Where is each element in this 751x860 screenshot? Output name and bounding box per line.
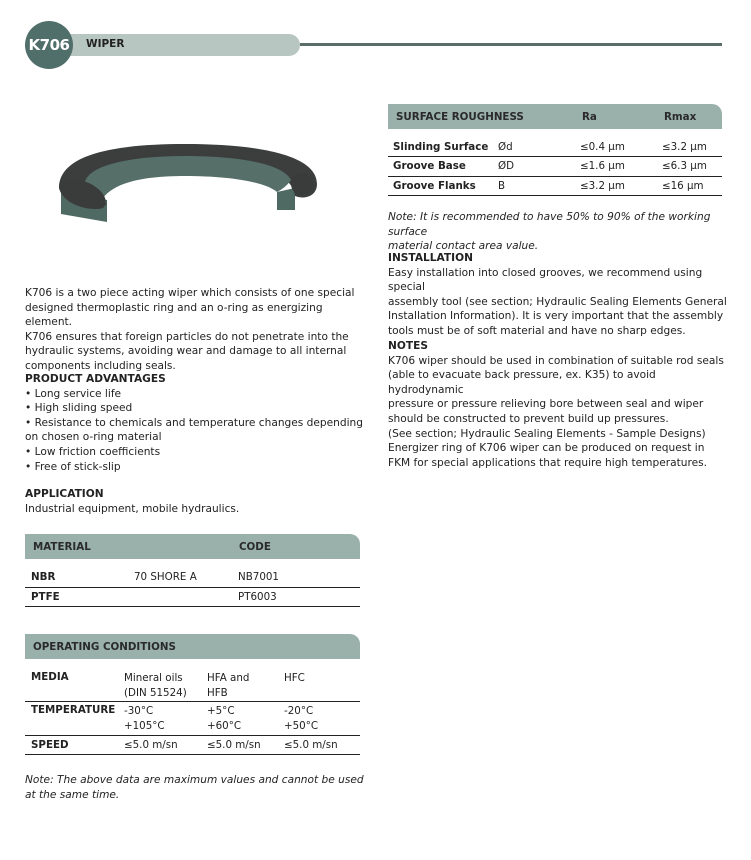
- description-line: hydraulic systems, avoiding wear and damage to all internal: [25, 345, 347, 358]
- material-column-header: MATERIAL: [33, 541, 91, 553]
- installation-section: [388, 251, 733, 339]
- conditions-value-line: Mineral oils: [124, 672, 183, 684]
- application-heading: APPLICATION: [25, 488, 104, 500]
- roughness-rmax: ≤16 µm: [662, 180, 704, 192]
- material-table: [25, 534, 360, 609]
- wiper-seal-ring-illustration-icon: [55, 138, 320, 228]
- installation-heading: INSTALLATION: [388, 252, 473, 264]
- conditions-value-line: +105°C: [124, 719, 165, 732]
- advantages-heading: PRODUCT ADVANTAGES: [25, 373, 166, 385]
- conditions-value: [207, 704, 241, 733]
- conditions-row-media: [25, 669, 360, 702]
- material-row: [25, 588, 360, 607]
- ra-column-header: Ra: [582, 111, 597, 123]
- material-code: NB7001: [238, 571, 279, 583]
- operating-conditions-table: [25, 634, 360, 759]
- material-code: PT6003: [238, 591, 277, 603]
- material-name: NBR: [31, 571, 56, 583]
- notes-line: pressure or pressure relieving bore between seal and wiper: [388, 398, 704, 411]
- roughness-label: Groove Base: [393, 160, 466, 172]
- header-rule: [300, 43, 722, 46]
- roughness-row: [388, 138, 722, 157]
- notes-line: FKM for special applications that require high temperatures.: [388, 456, 707, 469]
- advantage-item: • Low friction coefficients: [25, 445, 161, 458]
- conditions-value-line: +5°C: [207, 705, 235, 717]
- material-table-header: [25, 534, 360, 559]
- advantage-item: • Resistance to chemicals and temperature changes depending: [25, 416, 363, 429]
- advantage-item: on chosen o-ring material: [25, 431, 162, 444]
- conditions-label: TEMPERATURE: [31, 704, 116, 716]
- roughness-ra: ≤0.4 µm: [580, 141, 625, 153]
- conditions-row-speed: [25, 736, 360, 755]
- note-line: material contact area value.: [388, 240, 539, 253]
- description-line: K706 ensures that foreign particles do not penetrate into the: [25, 330, 349, 343]
- material-hardness: 70 SHORE A: [134, 571, 197, 583]
- notes-line: K706 wiper should be used in combination of suitable rod seals: [388, 354, 724, 367]
- conditions-value-line: HFA and: [207, 672, 250, 684]
- advantage-item: • High sliding speed: [25, 402, 133, 415]
- note-line: at the same time.: [25, 788, 120, 801]
- product-code-badge: K706: [25, 21, 73, 69]
- conditions-value: ≤5.0 m/sn: [207, 739, 261, 751]
- notes-heading: NOTES: [388, 340, 428, 352]
- roughness-rmax: ≤6.3 µm: [662, 160, 707, 172]
- material-name: PTFE: [31, 591, 60, 603]
- conditions-value: [124, 704, 165, 733]
- roughness-label: Slinding Surface: [393, 141, 489, 153]
- surface-roughness-table: [388, 104, 722, 196]
- surface-roughness-title: SURFACE ROUGHNESS: [396, 111, 524, 123]
- application-section: [25, 487, 365, 516]
- rmax-column-header: Rmax: [664, 111, 697, 123]
- conditions-value: [124, 671, 187, 700]
- roughness-symbol: ØD: [498, 160, 515, 172]
- description-line: K706 is a two piece acting wiper which consists of one special: [25, 287, 355, 299]
- conditions-value: ≤5.0 m/sn: [284, 739, 338, 751]
- advantage-item: • Long service life: [25, 387, 122, 400]
- conditions-value: [284, 704, 318, 733]
- roughness-symbol: B: [498, 180, 506, 192]
- code-column-header: CODE: [239, 541, 271, 553]
- material-row: [25, 568, 360, 588]
- conditions-value-line: HFB: [207, 686, 228, 699]
- conditions-label: MEDIA: [31, 671, 69, 683]
- roughness-ra: ≤1.6 µm: [580, 160, 625, 172]
- description-line: components including seals.: [25, 359, 176, 372]
- conditions-value: [207, 671, 249, 700]
- conditions-value-line: -30°C: [124, 705, 154, 717]
- conditions-value-line: +50°C: [284, 719, 319, 732]
- installation-line: Easy installation into closed grooves, we recommend using special: [388, 266, 703, 294]
- conditions-row-temperature: [25, 702, 360, 736]
- notes-section: [388, 339, 733, 470]
- operating-conditions-title: OPERATING CONDITIONS: [33, 641, 176, 653]
- conditions-value-line: -20°C: [284, 705, 314, 717]
- conditions-value-line: (DIN 51524): [124, 686, 187, 699]
- application-text: Industrial equipment, mobile hydraulics.: [25, 502, 240, 515]
- notes-line: (See section; Hydraulic Sealing Elements - Sample Designs): [388, 427, 706, 440]
- notes-line: should be constructed to prevent build up pressures.: [388, 412, 669, 425]
- installation-line: Installation Information). It is very important that the assembly: [388, 310, 724, 323]
- product-title: WIPER: [86, 38, 125, 50]
- operating-conditions-header: [25, 634, 360, 659]
- surface-roughness-header: [388, 104, 722, 129]
- roughness-symbol: Ød: [498, 141, 513, 153]
- description-line: designed thermoplastic ring and an o-ring as energizing element.: [25, 301, 323, 329]
- roughness-row: [388, 177, 722, 196]
- conditions-value: [284, 671, 305, 686]
- product-description: [25, 286, 365, 374]
- product-advantages-section: [25, 372, 365, 474]
- notes-line: Energizer ring of K706 wiper can be produced on request in: [388, 442, 705, 455]
- roughness-rmax: ≤3.2 µm: [662, 141, 707, 153]
- notes-line: (able to evacuate back pressure, ex. K35) to avoid hydrodynamic: [388, 369, 656, 396]
- conditions-label: SPEED: [31, 739, 69, 751]
- operating-conditions-note: [25, 773, 365, 802]
- roughness-row: [388, 157, 722, 177]
- roughness-label: Groove Flanks: [393, 180, 476, 192]
- conditions-value-line: HFC: [284, 672, 305, 684]
- advantage-item: • Free of stick-slip: [25, 460, 121, 473]
- installation-line: tools must be of soft material and have no sharp edges.: [388, 324, 686, 337]
- conditions-value-line: +60°C: [207, 719, 242, 732]
- roughness-ra: ≤3.2 µm: [580, 180, 625, 192]
- note-line: Note: It is recommended to have 50% to 90% of the working surface: [388, 211, 711, 238]
- installation-line: assembly tool (see section; Hydraulic Sealing Elements General: [388, 295, 727, 308]
- note-line: Note: The above data are maximum values and cannot be used: [25, 774, 364, 786]
- surface-roughness-note: [388, 210, 733, 254]
- conditions-value: ≤5.0 m/sn: [124, 739, 178, 751]
